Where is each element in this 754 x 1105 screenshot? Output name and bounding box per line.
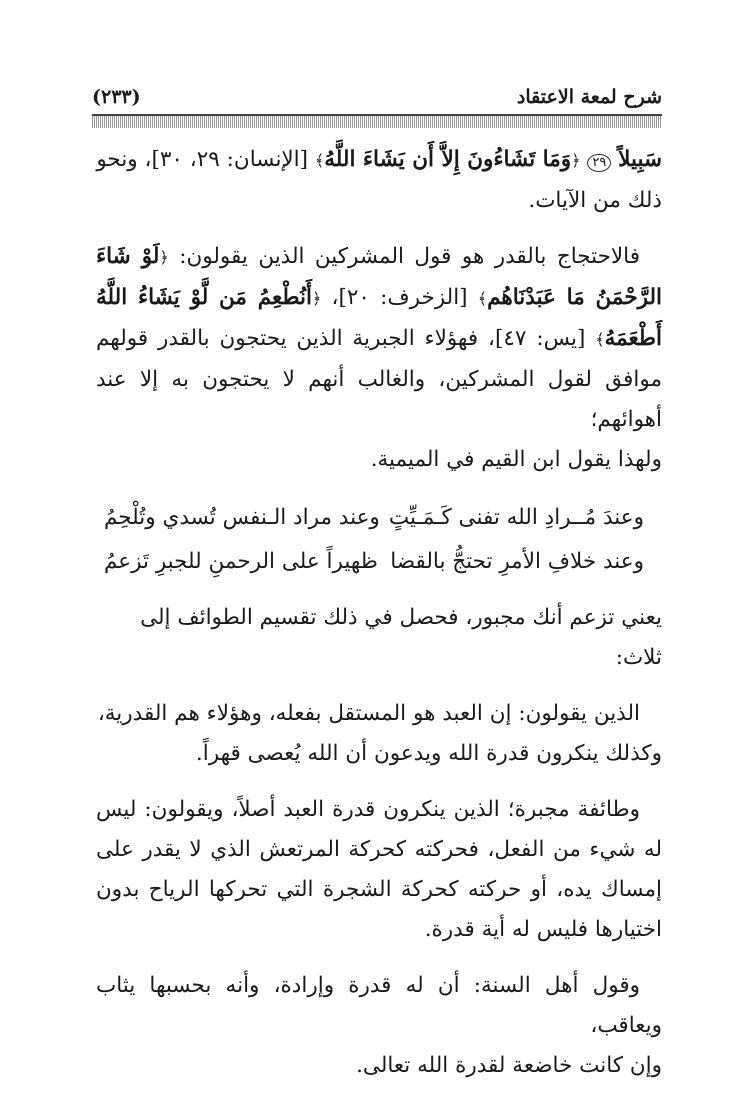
open-ornament-icon: ﴿ — [159, 248, 169, 267]
open-ornament-icon: ﴿ — [571, 151, 581, 170]
poem-line — [96, 496, 662, 540]
poem-line — [96, 540, 662, 584]
page-header — [92, 82, 662, 112]
quote-reference: [الزخرف: ٢٠]، — [321, 285, 478, 310]
paragraph-2-text: فالاحتجاج بالقدر هو قول المشركين الذين يقولون: — [168, 244, 640, 269]
paragraph-3-text: يعني تزعم أنك مجبور، فحصل في ذلك تقسيم الطوائف إلى — [140, 605, 662, 630]
paragraph-3 — [96, 598, 662, 678]
paragraph-5-text: وطائفة مجبرة؛ الذين ينكرون قدرة العبد أصلاً، ويقولون: ليس له شيء من الفعل، فحركته كحركة المرتعش الذي لا يقدر على إمساك يده، أو حركته كحركة الشجرة التي تحركها الرياح بدون اختيارها فليس له أية قدرة. — [96, 797, 662, 942]
hemistich-2: وعند مراد الـنفس تُسدي وتُلْحِمُ — [104, 505, 380, 530]
verse-number: ٢٩ — [587, 154, 611, 172]
close-ornament-icon: ﴾ — [477, 289, 488, 308]
paragraph-4-text: الذين يقولون: إن العبد هو المستقل بفعله، وهؤلاء هم القدرية، — [97, 701, 640, 726]
paragraph-3-tail: ثلاث: — [615, 645, 662, 670]
hemistich-2: ظهيراً على الرحمنِ للجبرِ تَزعمُ — [104, 549, 378, 574]
close-ornament-icon: ﴾ — [314, 151, 325, 170]
paragraph-6-tail: وإن كانت خاضعة لقدرة الله تعالى. — [356, 1053, 662, 1078]
quote-reference: [الإنسان: ٢٩، ٣٠]، ونحو — [96, 147, 315, 172]
hemistich-1: وعند خلافِ الأمرِ تحتجُّ بالقضا — [390, 549, 644, 574]
verse-fragment: سَبِيلاً — [618, 147, 662, 172]
paragraph-4 — [96, 694, 662, 774]
paragraph-6 — [96, 966, 662, 1086]
paragraph-1 — [96, 140, 662, 221]
paragraph-4-tail: وكذلك ينكرون قدرة الله ويدعون أن الله يُعصى قهراً. — [195, 741, 662, 766]
poem — [96, 496, 662, 584]
header-rule — [92, 114, 662, 128]
paragraph-6-text: وقول أهل السنة: أن له قدرة وإرادة، وأنه بحسبها يثاب ويعاقب، — [96, 973, 662, 1038]
close-ornament-icon: ﴾ — [595, 330, 605, 349]
paragraph-5 — [96, 790, 662, 950]
paragraph-2-tail: ولهذا يقول ابن القيم في الميمية. — [370, 447, 662, 472]
paragraph-2 — [96, 237, 662, 480]
quran-quote: ﴿لَوْ شَاءَ الرَّحْمَنُ مَا عَبَدْنَاهُم﴾ — [96, 244, 663, 310]
quran-quote: ﴿وَمَا تَشَاءُونَ إِلاَّ أَن يَشَاءَ اللَّهُ﴾ — [314, 147, 581, 172]
quran-quote: ﴿أَنُطْعِمُ مَن لَّوْ يَشَاءُ اللَّهُ أَطْعَمَهُ﴾ — [96, 285, 662, 351]
open-ornament-icon: ﴿ — [312, 289, 322, 308]
page-number: (٢٣٣) — [92, 86, 141, 108]
paragraph-1-tail: ذلك من الآيات. — [528, 188, 662, 213]
paragraph-2-text: [يس: ٤٧]، فهؤلاء الجبرية الذين يحتجون بالقدر قولهم موافق لقول المشركين، والغالب أنهم لا يحتجون به إلا عند أهوائهم؛ — [96, 326, 662, 432]
running-title: شرح لمعة الاعتقاد — [516, 86, 662, 108]
hemistich-1: وعندَ مُــرادِ الله تفنى كَـمَـيِّتٍ — [388, 505, 644, 530]
body-text — [96, 140, 662, 1102]
